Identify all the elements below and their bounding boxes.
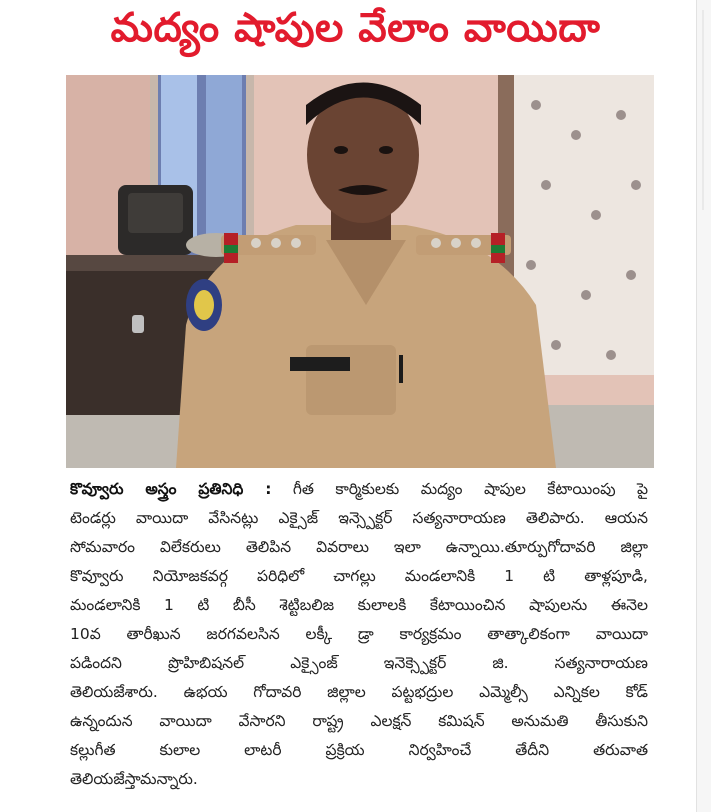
article-line: టెండర్లు వాయిదా వేసినట్లు ఎక్సైజ్ ఇన్స్పెక్టర్ సత్యనారాయణ తెలిపారు. ఆయన — [70, 509, 648, 527]
article-last-line: తెలియజేస్తామన్నారు. — [70, 770, 198, 788]
article-first-line — [70, 475, 648, 504]
article-line: కల్లుగీత కులాల లాటరీ ప్రక్రియ నిర్వహించే తేదీని తరువాత — [70, 741, 648, 759]
article-line: కొవ్వూరు నియోజకవర్గ పరిధిలో చాగల్లు మండలానికి 1 టి తాళ్లపూడి, — [70, 567, 648, 585]
article-line: ఉన్నందున వాయిదా వేసారని రాష్ట్ర ఎలక్షన్ కమిషన్ అనుమతి తీసుకుని — [70, 712, 648, 730]
article-line: తెలియజేశారు. ఉభయ గోదావరి జిల్లాల పట్టభద్రుల ఎమ్మెల్సీ ఎన్నికల కోడ్ — [70, 683, 648, 701]
page-edge — [696, 0, 711, 812]
article-line: మండలానికి 1 టి బీసీ శెట్టిబలిజ కులాలకి కేటాయించిన షాపులను ఈనెల — [70, 596, 648, 614]
officer-photo — [66, 75, 654, 468]
article-lead: గీత కార్మికులకు మద్యం షాపుల కేటాయింపు పై — [271, 480, 648, 498]
byline: కొవ్వూరు అస్త్రం ప్రతినిధి : — [70, 480, 272, 498]
headline: మద్యం షాపుల వేలాం వాయిదా — [110, 5, 601, 51]
article-line: పడిందని ప్రొహిబిషనల్ ఎక్సైంజ్ ఇనెక్స్పెక్టర్ జి. సత్యనారాయణ — [70, 654, 648, 672]
article-body — [70, 475, 648, 794]
article-line: సోమవారం విలేకరులు తెలిపిన వివరాలు ఇలా ఉన్నాయి.తూర్పుగోదావరి జిల్లా — [70, 538, 648, 556]
article-line: 10వ తారీఖున జరగవలసిన లక్కీ డ్రా కార్యక్రమం తాత్కాలికంగా వాయిదా — [70, 625, 648, 643]
article-photo — [66, 75, 654, 468]
